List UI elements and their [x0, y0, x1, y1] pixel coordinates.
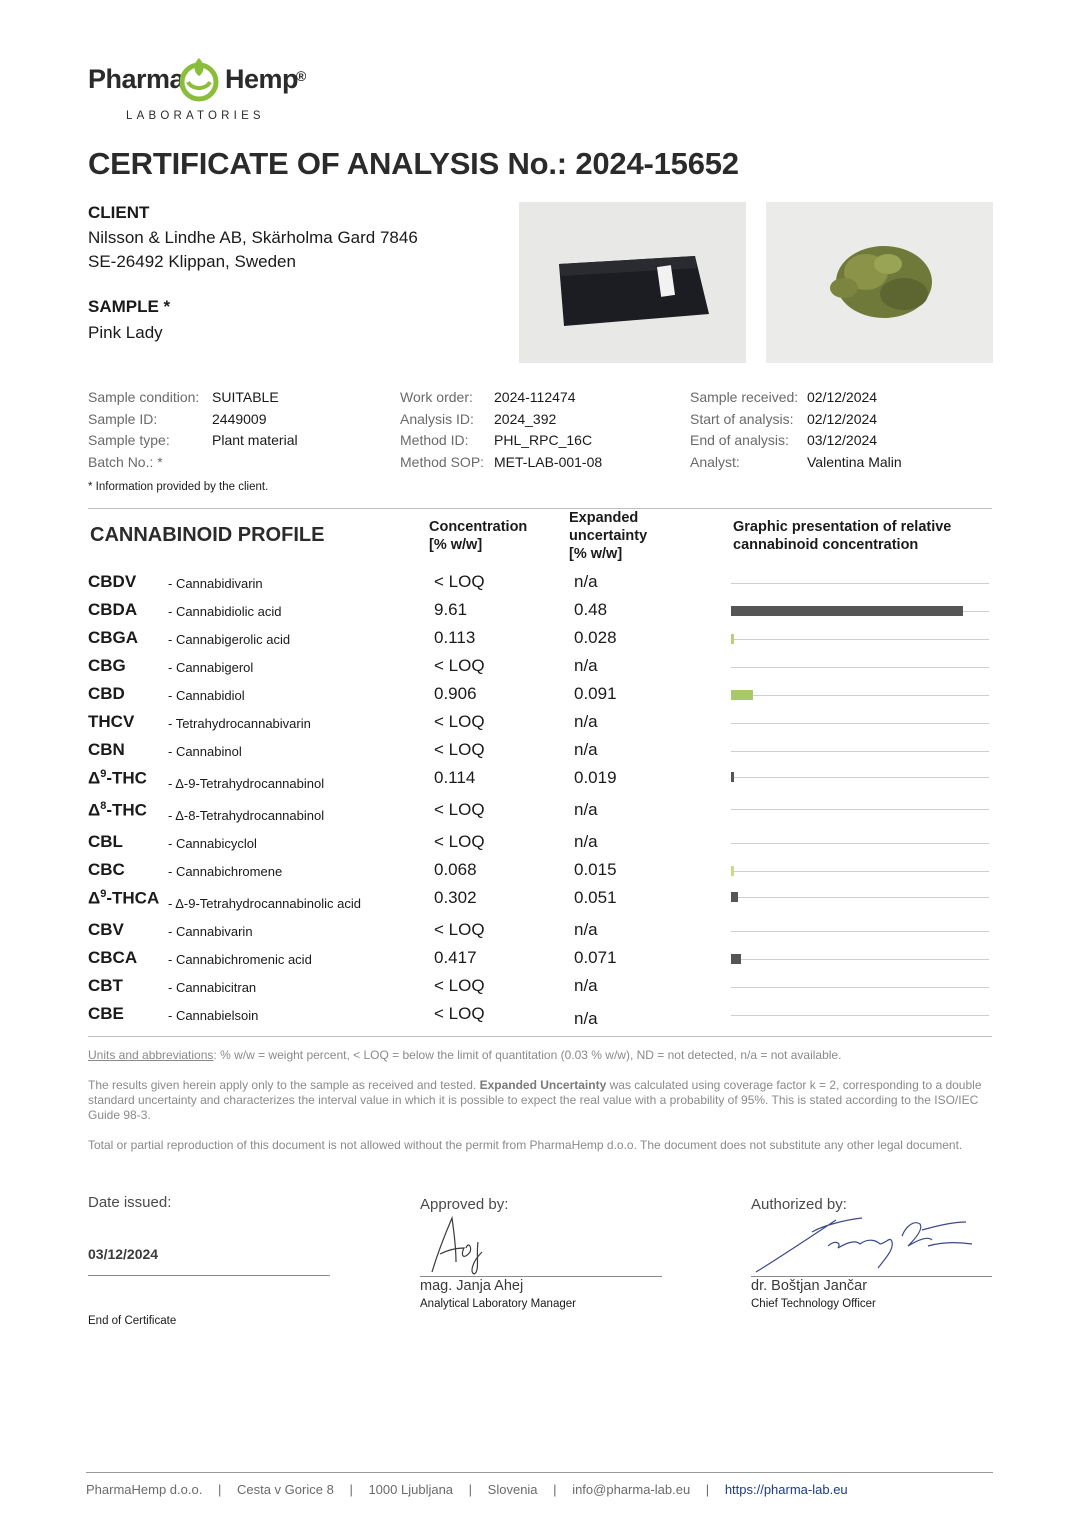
bar-track	[731, 897, 989, 898]
cannabinoid-abbreviation	[88, 684, 125, 704]
uncertainty-value: n/a	[574, 572, 598, 591]
concentration-value: 0.906	[434, 684, 477, 703]
abbreviation-text: CBT	[88, 976, 123, 995]
info-key: Batch No.: *	[88, 453, 163, 470]
uncertainty-value: 0.051	[574, 888, 617, 907]
table-row	[0, 948, 1080, 976]
info-value: PHL_RPC_16C	[494, 432, 593, 448]
info-field	[690, 409, 990, 431]
abbreviation-text: THCV	[88, 712, 135, 731]
abbreviation-text: CBG	[88, 656, 126, 675]
abbreviation-text: CBCA	[88, 948, 138, 967]
registered-mark: ®	[296, 68, 307, 84]
footer-separator: |	[705, 1482, 710, 1497]
footer-company: PharmaHemp d.o.o.	[86, 1482, 203, 1497]
cannabinoid-name: - Δ-8-Tetrahydrocannabinol	[168, 808, 325, 823]
concentration-bar	[731, 690, 753, 700]
uncertainty-header-line2: uncertainty	[569, 528, 648, 544]
logo-subtitle: LABORATORIES	[126, 110, 265, 122]
info-key: End of analysis:	[690, 432, 789, 448]
cannabinoid-name: - Tetrahydrocannabivarin	[168, 716, 311, 731]
cannabinoid-abbreviation	[88, 920, 124, 940]
info-field	[690, 430, 990, 452]
info-key: Analysis ID:	[400, 410, 474, 427]
table-row	[0, 572, 1080, 600]
footer-city: 1000 Ljubljana	[368, 1482, 454, 1497]
client-info-footnote: * Information provided by the client.	[88, 481, 269, 493]
cannabinoid-name: - Δ-9-Tetrahydrocannabinolic acid	[168, 896, 361, 911]
info-column-2	[400, 387, 690, 473]
concentration-bar	[731, 892, 738, 902]
concentration-value: 0.113	[434, 628, 476, 647]
table-row	[0, 832, 1080, 860]
abbreviation-text: CBL	[88, 832, 123, 851]
table-row	[0, 800, 1080, 828]
info-field	[400, 430, 690, 452]
concentration-value: 9.61	[434, 600, 468, 619]
bar-track	[731, 639, 989, 640]
cannabinoid-abbreviation	[88, 860, 125, 880]
cannabinoid-abbreviation	[88, 1004, 124, 1024]
info-value: 2449009	[212, 410, 267, 427]
cannabinoid-abbreviation	[88, 948, 137, 968]
approver-signature	[426, 1212, 496, 1278]
graphic-header-line1: Graphic presentation of relative	[733, 519, 952, 535]
concentration-value: 0.417	[434, 948, 477, 967]
sample-package-photo	[519, 202, 746, 363]
concentration-value: 0.068	[434, 860, 477, 879]
cannabinoid-abbreviation	[88, 572, 136, 592]
cannabinoid-name: - Cannabidiolic acid	[168, 604, 282, 619]
table-row	[0, 768, 1080, 796]
uncertainty-header-line1: Expanded	[569, 510, 639, 526]
info-value: SUITABLE	[212, 389, 279, 405]
cannabinoid-name: - Cannabigerol	[168, 660, 254, 675]
bar-track	[731, 751, 989, 752]
concentration-bar	[731, 634, 734, 644]
certificate-title: CERTIFICATE OF ANALYSIS No.: 2024-15652	[88, 146, 739, 181]
concentration-header-line1: Concentration	[429, 519, 528, 535]
footer-street: Cesta v Gorice 8	[236, 1482, 334, 1497]
info-value: 2024_392	[494, 410, 557, 427]
info-key: Sample condition:	[88, 389, 200, 405]
approver-name: mag. Janja Ahej	[420, 1278, 524, 1294]
info-value: Plant material	[212, 432, 298, 448]
authorizer-signature	[752, 1212, 976, 1276]
info-value: MET-LAB-001-08	[494, 453, 603, 470]
date-issued-label: Date issued:	[88, 1194, 172, 1211]
abbreviation-text: Δ	[88, 800, 101, 820]
info-field	[690, 387, 990, 409]
table-row	[0, 684, 1080, 712]
cannabinoid-name: - Δ-9-Tetrahydrocannabinol	[168, 776, 325, 791]
info-key: Sample ID:	[88, 410, 158, 427]
approver-role: Analytical Laboratory Manager	[420, 1298, 576, 1310]
cannabinoid-abbreviation	[88, 768, 147, 789]
reproduction-note: Total or partial reproduction of this document is not allowed without the permit from PharmaHemp d.o.o. The document does not substitute any other legal document.	[88, 1138, 963, 1152]
bar-track	[731, 871, 989, 872]
footer-separator: |	[553, 1482, 557, 1497]
uncertainty-header	[569, 509, 647, 563]
abbreviation-suffix: -THCA	[106, 888, 160, 908]
client-address-line2: SE-26492 Klippan, Sweden	[88, 252, 296, 271]
abbreviation-text: CBDA	[88, 600, 138, 619]
abbreviation-text: CBDV	[88, 572, 137, 591]
bar-track	[731, 583, 989, 584]
logo-word-hemp: Hemp	[225, 64, 299, 94]
concentration-value: < LOQ	[434, 740, 485, 759]
info-value: 2024-112474	[494, 389, 576, 405]
abbreviation-text: CBE	[88, 1004, 124, 1023]
uncertainty-value: n/a	[574, 1009, 598, 1028]
uncertainty-value: n/a	[574, 656, 598, 675]
client-label: CLIENT	[88, 203, 150, 222]
cannabinoid-name: - Cannabichromenic acid	[168, 952, 312, 967]
cannabinoid-abbreviation	[88, 600, 137, 620]
authorizer-name: dr. Boštjan Jančar	[751, 1278, 868, 1294]
uncertainty-value: n/a	[574, 712, 598, 731]
bar-track	[731, 1015, 989, 1016]
abbreviation-text: CBN	[88, 740, 125, 759]
concentration-bar	[731, 954, 741, 964]
info-value: 02/12/2024	[807, 410, 878, 427]
uncertainty-value: 0.019	[574, 768, 617, 787]
results-note	[88, 1078, 998, 1123]
info-field	[88, 409, 388, 431]
flask-leaf-icon	[176, 52, 222, 104]
divider-table-bottom	[88, 1036, 992, 1037]
sample-label: SAMPLE *	[88, 297, 171, 316]
concentration-value: < LOQ	[434, 1004, 485, 1023]
end-of-certificate: End of Certificate	[88, 1315, 177, 1327]
cannabinoid-name: - Cannabicyclol	[168, 836, 257, 851]
info-key: Sample received:	[690, 389, 799, 405]
uncertainty-value: 0.071	[574, 948, 617, 967]
table-row	[0, 920, 1080, 948]
info-field	[88, 430, 388, 452]
bar-track	[731, 959, 989, 960]
concentration-bar	[731, 866, 734, 876]
info-field	[400, 452, 690, 474]
table-row	[0, 888, 1080, 916]
uncertainty-value: n/a	[574, 740, 598, 759]
uncertainty-value: 0.48	[574, 600, 608, 619]
concentration-header-line2: [% w/w]	[429, 537, 483, 553]
sample-name: Pink Lady	[88, 323, 163, 342]
uncertainty-value: n/a	[574, 920, 598, 939]
info-field	[88, 387, 388, 409]
footer-separator: |	[217, 1482, 222, 1497]
uncertainty-value: n/a	[574, 976, 598, 995]
cannabinoid-name: - Cannabigerolic acid	[168, 632, 291, 647]
concentration-value: < LOQ	[434, 656, 485, 675]
footer-separator: |	[468, 1482, 473, 1497]
uncertainty-value: 0.091	[574, 684, 617, 703]
info-field	[400, 409, 690, 431]
cannabinoid-abbreviation	[88, 740, 125, 760]
bar-track	[731, 723, 989, 724]
info-column-3	[690, 387, 990, 473]
info-field	[690, 452, 990, 474]
cannabinoid-abbreviation	[88, 976, 123, 996]
footer-divider	[86, 1472, 993, 1473]
cannabinoid-name: - Cannabivarin	[168, 924, 253, 939]
approved-by-label: Approved by:	[420, 1196, 509, 1213]
bar-track	[731, 777, 989, 778]
cannabinoid-abbreviation	[88, 888, 159, 909]
table-row	[0, 976, 1080, 1004]
abbreviation-suffix: -THC	[106, 768, 147, 788]
cannabinoid-abbreviation	[88, 628, 138, 648]
cannabinoid-name: - Cannabinol	[168, 744, 242, 759]
results-bold: Expanded Uncertainty	[479, 1078, 607, 1092]
info-value: Valentina Malin	[807, 453, 902, 470]
info-column-1	[88, 387, 388, 473]
info-key: Method ID:	[400, 432, 469, 448]
info-field	[400, 387, 690, 409]
authorized-by-label: Authorized by:	[751, 1196, 847, 1213]
abbreviation-suffix: -THC	[106, 800, 147, 820]
graphic-header-line2: cannabinoid concentration	[733, 537, 919, 553]
info-key: Analyst:	[690, 453, 740, 470]
info-key: Method SOP:	[400, 453, 485, 470]
table-row	[0, 860, 1080, 888]
concentration-value: < LOQ	[434, 572, 485, 591]
concentration-value: < LOQ	[434, 832, 485, 851]
results-text-a: The results given herein apply only to the sample as received and tested.	[88, 1078, 480, 1092]
logo-word-pharma: Pharma	[88, 64, 185, 94]
abbreviation-text: CBD	[88, 684, 125, 703]
concentration-value: 0.114	[434, 768, 476, 787]
abbreviation-text: Δ	[88, 888, 101, 908]
units-link[interactable]: Units and abbreviations	[88, 1048, 214, 1062]
cannabinoid-profile-title: CANNABINOID PROFILE	[90, 524, 325, 546]
concentration-value: < LOQ	[434, 712, 485, 731]
cannabinoid-name: - Cannabichromene	[168, 864, 283, 879]
bar-track	[731, 931, 989, 932]
authorizer-signature-line	[751, 1276, 992, 1277]
concentration-value: 0.302	[434, 888, 477, 907]
concentration-value: < LOQ	[434, 976, 485, 995]
date-issued-value: 03/12/2024	[88, 1246, 159, 1262]
cannabinoid-abbreviation	[88, 832, 123, 852]
client-address-line1: Nilsson & Lindhe AB, Skärholma Gard 7846	[88, 228, 418, 247]
table-row	[0, 740, 1080, 768]
cannabinoid-name: - Cannabielsoin	[168, 1008, 259, 1023]
cannabinoid-name: - Cannabidivarin	[168, 576, 263, 591]
abbreviation-superscript: 9	[100, 888, 107, 900]
bar-track	[731, 667, 989, 668]
bar-track	[731, 695, 989, 696]
abbreviation-superscript: 9	[100, 768, 107, 780]
bar-track	[731, 987, 989, 988]
info-value: 03/12/2024	[807, 432, 878, 448]
info-key: Sample type:	[88, 432, 170, 448]
units-text: : % w/w = weight percent, < LOQ = below the limit of quantitation (0.03 % w/w), ND = not detected, n/a = not available.	[213, 1048, 842, 1062]
table-row	[0, 712, 1080, 740]
divider-top	[88, 508, 992, 509]
concentration-bar	[731, 772, 734, 782]
uncertainty-value: n/a	[574, 800, 598, 819]
approver-signature-line	[420, 1276, 662, 1277]
footer-email[interactable]: info@pharma-lab.eu	[572, 1482, 691, 1497]
info-value: 02/12/2024	[807, 389, 878, 405]
info-key: Start of analysis:	[690, 410, 794, 427]
footer	[86, 1482, 848, 1497]
graphic-header	[733, 518, 951, 554]
bar-track	[731, 843, 989, 844]
sample-flower-photo	[766, 202, 993, 363]
concentration-value: < LOQ	[434, 920, 485, 939]
concentration-bar	[731, 606, 963, 616]
abbreviation-text: CBGA	[88, 628, 139, 647]
concentration-value: < LOQ	[434, 800, 485, 819]
uncertainty-header-line3: [% w/w]	[569, 546, 623, 562]
footer-separator: |	[349, 1482, 353, 1497]
cannabinoid-abbreviation	[88, 712, 134, 732]
table-row	[0, 656, 1080, 684]
concentration-header	[429, 518, 527, 554]
results-text-b: was calculated using coverage factor k = 2, corresponding to a double standard uncertainty and characterizes the interval value in which it is possible to expect the real value with a probability of 95%. This is stated according to the ISO/IEC Guide 98-3.	[88, 1078, 982, 1122]
authorizer-role: Chief Technology Officer	[751, 1298, 876, 1310]
footer-website-link[interactable]: https://pharma-lab.eu	[724, 1482, 848, 1497]
table-row	[0, 1004, 1080, 1032]
abbreviation-superscript: 8	[100, 800, 107, 812]
cannabinoid-abbreviation	[88, 800, 147, 821]
uncertainty-value: 0.015	[574, 860, 617, 879]
abbreviation-text: CBV	[88, 920, 124, 939]
uncertainty-value: n/a	[574, 832, 598, 851]
table-row	[0, 628, 1080, 656]
abbreviation-text: Δ	[88, 768, 101, 788]
uncertainty-value: 0.028	[574, 628, 617, 647]
cannabinoid-abbreviation	[88, 656, 126, 676]
units-note	[88, 1048, 998, 1063]
date-signature-line	[88, 1275, 330, 1276]
cannabinoid-name: - Cannabicitran	[168, 980, 257, 995]
company-logo	[88, 50, 328, 126]
info-field	[88, 452, 388, 474]
cannabinoid-name: - Cannabidiol	[168, 688, 245, 703]
bar-track	[731, 809, 989, 810]
table-row	[0, 600, 1080, 628]
info-key: Work order:	[400, 389, 473, 405]
footer-country: Slovenia	[487, 1482, 538, 1497]
abbreviation-text: CBC	[88, 860, 125, 879]
